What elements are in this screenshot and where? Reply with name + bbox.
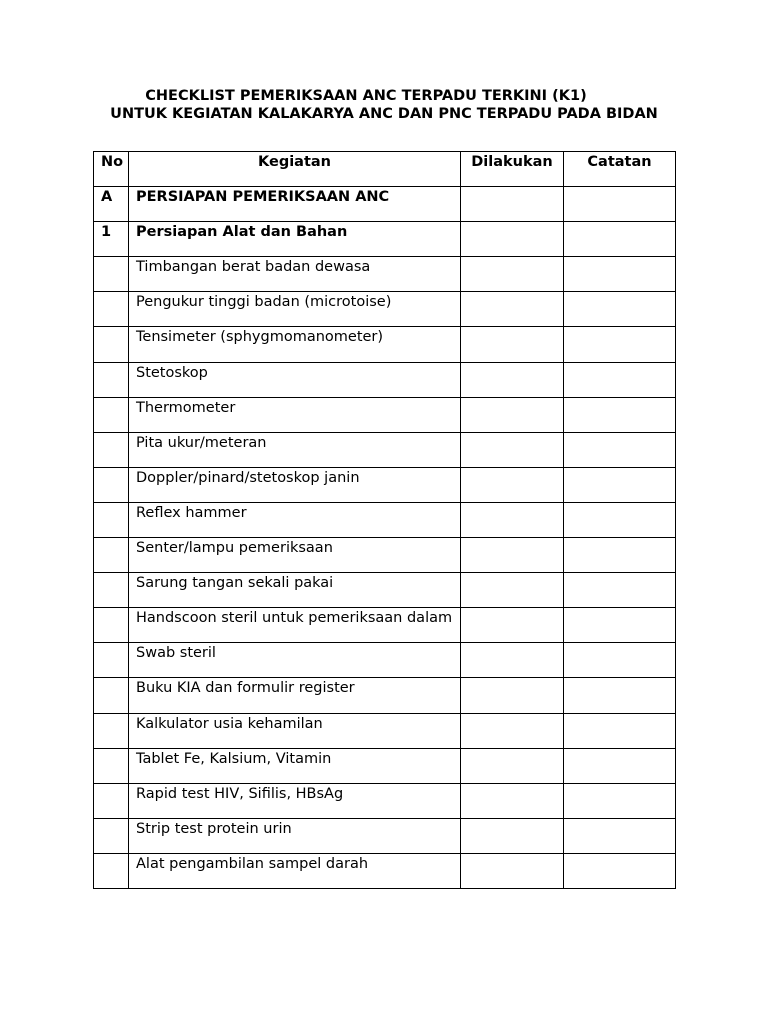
cell-dilakukan[interactable] bbox=[461, 608, 564, 643]
cell-no bbox=[94, 783, 129, 818]
cell-no bbox=[94, 853, 129, 888]
cell-no bbox=[94, 573, 129, 608]
cell-kegiatan: Kalkulator usia kehamilan bbox=[129, 713, 461, 748]
table-row bbox=[94, 748, 676, 783]
cell-catatan[interactable] bbox=[564, 222, 676, 257]
header-kegiatan: Kegiatan bbox=[129, 152, 461, 187]
cell-catatan[interactable] bbox=[564, 643, 676, 678]
header-catatan: Catatan bbox=[564, 152, 676, 187]
cell-no bbox=[94, 432, 129, 467]
cell-dilakukan[interactable] bbox=[461, 713, 564, 748]
cell-catatan[interactable] bbox=[564, 783, 676, 818]
table-row bbox=[94, 783, 676, 818]
cell-no: A bbox=[94, 187, 129, 222]
cell-catatan[interactable] bbox=[564, 748, 676, 783]
cell-kegiatan: Tablet Fe, Kalsium, Vitamin bbox=[129, 748, 461, 783]
cell-kegiatan: Persiapan Alat dan Bahan bbox=[129, 222, 461, 257]
cell-catatan[interactable] bbox=[564, 502, 676, 537]
cell-dilakukan[interactable] bbox=[461, 748, 564, 783]
document-title-line-2: UNTUK KEGIATAN KALAKARYA ANC DAN PNC TERPADU PADA BIDAN bbox=[110, 106, 658, 122]
cell-no bbox=[94, 397, 129, 432]
cell-dilakukan[interactable] bbox=[461, 818, 564, 853]
cell-dilakukan[interactable] bbox=[461, 257, 564, 292]
cell-no bbox=[94, 292, 129, 327]
cell-catatan[interactable] bbox=[564, 187, 676, 222]
table-row bbox=[94, 362, 676, 397]
cell-kegiatan: Pengukur tinggi badan (microtoise) bbox=[129, 292, 461, 327]
cell-dilakukan[interactable] bbox=[461, 432, 564, 467]
cell-dilakukan[interactable] bbox=[461, 573, 564, 608]
table-row bbox=[94, 292, 676, 327]
cell-dilakukan[interactable] bbox=[461, 783, 564, 818]
table-row bbox=[94, 853, 676, 888]
cell-kegiatan: Pita ukur/meteran bbox=[129, 432, 461, 467]
cell-dilakukan[interactable] bbox=[461, 467, 564, 502]
table-row bbox=[94, 327, 676, 362]
cell-dilakukan[interactable] bbox=[461, 327, 564, 362]
cell-dilakukan[interactable] bbox=[461, 538, 564, 573]
cell-no bbox=[94, 502, 129, 537]
cell-kegiatan: Swab steril bbox=[129, 643, 461, 678]
cell-dilakukan[interactable] bbox=[461, 853, 564, 888]
header-no: No bbox=[94, 152, 129, 187]
cell-kegiatan: Tensimeter (sphygmomanometer) bbox=[129, 327, 461, 362]
table-row bbox=[94, 257, 676, 292]
cell-no bbox=[94, 678, 129, 713]
cell-kegiatan: Handscoon steril untuk pemeriksaan dalam bbox=[129, 608, 461, 643]
header-dilakukan: Dilakukan bbox=[461, 152, 564, 187]
cell-dilakukan[interactable] bbox=[461, 502, 564, 537]
cell-kegiatan: Sarung tangan sekali pakai bbox=[129, 573, 461, 608]
cell-no bbox=[94, 608, 129, 643]
cell-catatan[interactable] bbox=[564, 538, 676, 573]
cell-dilakukan[interactable] bbox=[461, 643, 564, 678]
table-row bbox=[94, 713, 676, 748]
cell-catatan[interactable] bbox=[564, 853, 676, 888]
cell-kegiatan: Stetoskop bbox=[129, 362, 461, 397]
cell-no bbox=[94, 713, 129, 748]
cell-catatan[interactable] bbox=[564, 678, 676, 713]
cell-catatan[interactable] bbox=[564, 818, 676, 853]
table-row bbox=[94, 818, 676, 853]
cell-dilakukan[interactable] bbox=[461, 397, 564, 432]
cell-catatan[interactable] bbox=[564, 432, 676, 467]
table-body bbox=[94, 187, 676, 889]
table-header-row bbox=[94, 152, 676, 187]
table-row bbox=[94, 432, 676, 467]
cell-no bbox=[94, 538, 129, 573]
cell-dilakukan[interactable] bbox=[461, 362, 564, 397]
cell-no bbox=[94, 818, 129, 853]
cell-catatan[interactable] bbox=[564, 573, 676, 608]
cell-kegiatan: Doppler/pinard/stetoskop janin bbox=[129, 467, 461, 502]
table-row bbox=[94, 678, 676, 713]
cell-kegiatan: PERSIAPAN PEMERIKSAAN ANC bbox=[129, 187, 461, 222]
cell-no bbox=[94, 748, 129, 783]
cell-catatan[interactable] bbox=[564, 467, 676, 502]
cell-dilakukan[interactable] bbox=[461, 292, 564, 327]
cell-catatan[interactable] bbox=[564, 292, 676, 327]
cell-kegiatan: Senter/lampu pemeriksaan bbox=[129, 538, 461, 573]
cell-kegiatan: Buku KIA dan formulir register bbox=[129, 678, 461, 713]
cell-catatan[interactable] bbox=[564, 327, 676, 362]
cell-kegiatan: Reflex hammer bbox=[129, 502, 461, 537]
cell-dilakukan[interactable] bbox=[461, 187, 564, 222]
table-row bbox=[94, 397, 676, 432]
cell-no bbox=[94, 643, 129, 678]
cell-kegiatan: Strip test protein urin bbox=[129, 818, 461, 853]
table-row bbox=[94, 187, 676, 222]
cell-kegiatan: Rapid test HIV, Sifilis, HBsAg bbox=[129, 783, 461, 818]
table-row bbox=[94, 573, 676, 608]
table-row bbox=[94, 538, 676, 573]
cell-kegiatan: Timbangan berat badan dewasa bbox=[129, 257, 461, 292]
cell-no bbox=[94, 327, 129, 362]
cell-catatan[interactable] bbox=[564, 713, 676, 748]
table-row bbox=[94, 643, 676, 678]
table-row bbox=[94, 608, 676, 643]
table-row bbox=[94, 467, 676, 502]
table-row bbox=[94, 502, 676, 537]
document-title-line-1: CHECKLIST PEMERIKSAAN ANC TERPADU TERKINI (K1) bbox=[145, 88, 587, 104]
cell-dilakukan[interactable] bbox=[461, 222, 564, 257]
cell-kegiatan: Alat pengambilan sampel darah bbox=[129, 853, 461, 888]
cell-catatan[interactable] bbox=[564, 362, 676, 397]
cell-no: 1 bbox=[94, 222, 129, 257]
cell-dilakukan[interactable] bbox=[461, 678, 564, 713]
cell-catatan[interactable] bbox=[564, 608, 676, 643]
checklist-table bbox=[93, 151, 676, 889]
cell-no bbox=[94, 467, 129, 502]
cell-catatan[interactable] bbox=[564, 397, 676, 432]
cell-catatan[interactable] bbox=[564, 257, 676, 292]
table-row bbox=[94, 222, 676, 257]
cell-no bbox=[94, 362, 129, 397]
cell-kegiatan: Thermometer bbox=[129, 397, 461, 432]
cell-no bbox=[94, 257, 129, 292]
